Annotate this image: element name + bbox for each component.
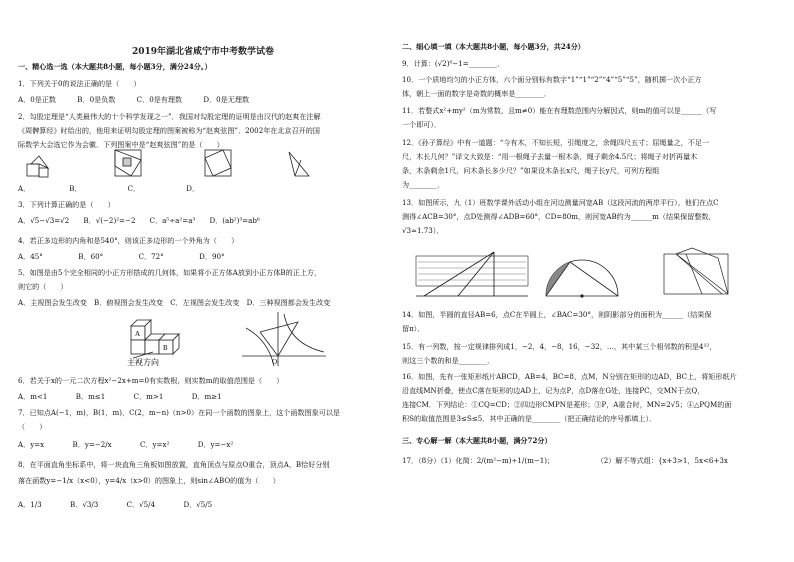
right-line-15: 15．有一列数，按一定规律排列成1，−2，4，−8，16，−32，…，其中某三个相邻数的积是4¹²， xyxy=(402,342,717,351)
right-line-18: 沿直线MN折叠，使点C落在矩形的边AD上，记为点P，点D落在G处，连接PC，交MN于点Q， xyxy=(402,386,705,395)
left-line-9: 4．若正多边形的内角和是540°，则该正多边形的一个外角为（ ） xyxy=(18,236,239,245)
left-line-16: 7．已知点A(−1，m)，B(1，m)，C(2，m−n)（n>0）在同一个函数的图象上，这个函数图象可以是 xyxy=(18,408,340,417)
right-line-5: 一个即可）． xyxy=(402,120,442,129)
right-column xyxy=(402,0,780,562)
figure-b xyxy=(115,150,141,176)
figure-a xyxy=(27,156,48,177)
cubes-figure xyxy=(113,308,203,366)
right-line-0: 二、细心填一填（本大题共8小题，每小题3分，共24分） xyxy=(402,42,585,51)
exam-title: 2019年湖北省咸宁市中考数学试卷 xyxy=(131,47,275,57)
left-line-14: 6．若关于x的一元二次方程x²−2x+m=0有实数根，则实数m的取值范围是（ ） xyxy=(18,376,284,385)
left-line-18: A．y=x B．y=−2/x C．y=x² D．y=−x² xyxy=(18,440,234,449)
left-line-10: A．45° B．60° C．72° D．90° xyxy=(18,252,225,261)
right-line-12: √3≈1.73）． xyxy=(402,226,444,235)
left-line-8: A．√5−√3=√2 B．√(−2)²=−2 C．a⁵÷a²=a³ D．(ab²)³=ab⁶ xyxy=(18,216,260,225)
rectangle-fold-figure xyxy=(658,246,738,300)
river-figure xyxy=(414,248,534,300)
right-line-22: 17．（8分）（1）化简：2/(m²−m)÷1/(m−1)； （2）解不等式组：{x+3>1，5x<6+3x xyxy=(402,456,728,465)
figure-c xyxy=(205,150,231,176)
right-line-21: 三、专心解一解（本大题共8小题，满分72分） xyxy=(402,436,552,445)
left-line-7: 3．下列计算正确的是（ ） xyxy=(18,200,115,209)
cube-label-b: B xyxy=(163,344,168,352)
left-line-6: A． B． C． D． xyxy=(18,184,200,193)
right-line-4: 11．若整式x²+my²（m为常数，且m≠0）能在有理数范围内分解因式，则m的值可以是______（写 xyxy=(402,106,717,115)
right-line-2: 10．一个质地均匀的小正方体，六个面分别标有数字“1”“1”“2”“4”“5”“5”，随机掷一次小正方 xyxy=(402,75,702,84)
left-line-5: 际数学大会选它作为会徽．下列图案中是“赵爽弦图”的是（ ） xyxy=(18,140,224,149)
left-line-0: 一、精心选一选（本大题共8小题，每小题3分，满分24分。） xyxy=(18,62,212,71)
right-line-7: 尺，木长几何？”译文大致是：“用一根绳子去量一根木条，绳子剩余4.5尺；将绳子对折再量木 xyxy=(402,152,698,161)
right-line-6: 12．《孙子算经》中有一道题：“今有木，不知长短，引绳度之，余绳四尺五寸；屈绳量之，不足一 xyxy=(402,138,710,147)
left-line-15: A．m<1 B．m≤1 C．m>1 D．m≥1 xyxy=(18,392,222,401)
left-line-20: 落在函数y=−1/x（x<0），y=4/x（x>0）的图象上，则sin∠ABO的值为（ ） xyxy=(18,476,280,485)
semicircle-figure xyxy=(542,252,622,300)
right-line-10: 13．如图所示，九（1）班数学课外活动小组在河边测量河宽AB（这段河流的两岸平行），他们在点C xyxy=(402,198,719,207)
right-line-16: 则这三个数的和是________． xyxy=(402,356,495,365)
right-line-11: 测得∠ACB=30°，点D处测得∠ADB=60°，CD=80m，则河宽AB约为______m（结果保留整数， xyxy=(402,212,716,221)
left-line-19: 8．在平面直角坐标系中，将一块直角三角板如图放置，直角顶点与原点O重合，顶点A，B恰好分别 xyxy=(18,460,330,469)
right-line-13: 14．如图，半圆的直径AB=6，点C在半圆上，∠BAC=30°，则阴影部分的面积为______（结果保 xyxy=(402,310,712,319)
right-line-20: 积S的取值范围是3≤S≤5．其中正确的是________（把正确结论的序号都填上）． xyxy=(402,414,657,423)
coordinate-figure xyxy=(238,310,328,368)
cube-label-a: A xyxy=(135,330,141,338)
right-line-9: 为________． xyxy=(402,180,445,189)
left-line-21: A．1/3 B．√3/3 C．√5/4 D．√5/5 xyxy=(18,500,213,509)
left-line-13: A．主视图会发生改变 B．俯视图会发生改变 C．左视图会发生改变 D．三种视图都会发生改变 xyxy=(18,298,331,307)
right-line-17: 16．如图，先有一张矩形纸片ABCD，AB=4，BC=8，点M，N分别在矩形的边AD，BC上，将矩形纸片 xyxy=(402,372,737,381)
right-line-3: 体，朝上一面的数字是奇数的概率是________． xyxy=(402,89,551,98)
left-line-1: 1．下列关于0的说法正确的是（ ） xyxy=(18,79,141,88)
view-direction-label: 主视方向 xyxy=(127,358,159,366)
left-line-2: A．0是正数 B．0是负数 C．0是有理数 D．0是无理数 xyxy=(18,95,250,104)
left-line-4: 《周髀算经》时给出的，他用来证明勾股定理的图案被称为“赵爽弦图”．2002年在北京召开的国 xyxy=(18,126,320,135)
axis-origin-label: O xyxy=(272,358,278,366)
zhao-shuang-figures xyxy=(23,148,383,184)
left-line-3: 2．勾股定理是“人类最伟大的十个科学发现之一”．我国对勾股定理的证明是由汉代的赵爽在注解 xyxy=(18,112,321,121)
right-line-19: 连接CM．下列结论：①CQ=CD；②四边形CMPN是菱形；③P，A重合时，MN=2√5；④△PQM的面 xyxy=(402,400,732,409)
left-line-12: 则它的（ ） xyxy=(18,282,68,291)
right-line-14: 留π）． xyxy=(402,324,425,333)
left-line-17: （ ） xyxy=(18,422,47,431)
figure-d xyxy=(289,152,309,176)
right-line-8: 条，木条剩余1尺，问木条长多少尺？”如果设木条长x尺，绳子长y尺，可列方程组 xyxy=(402,166,660,175)
right-line-1: 9．计算：(√2)⁰−1=________． xyxy=(402,59,505,68)
left-column xyxy=(18,0,388,562)
left-line-11: 5．如图是由5个完全相同的小正方形搭成的几何体，如果将小正方体A放到小正方体B的正上方， xyxy=(18,268,322,277)
